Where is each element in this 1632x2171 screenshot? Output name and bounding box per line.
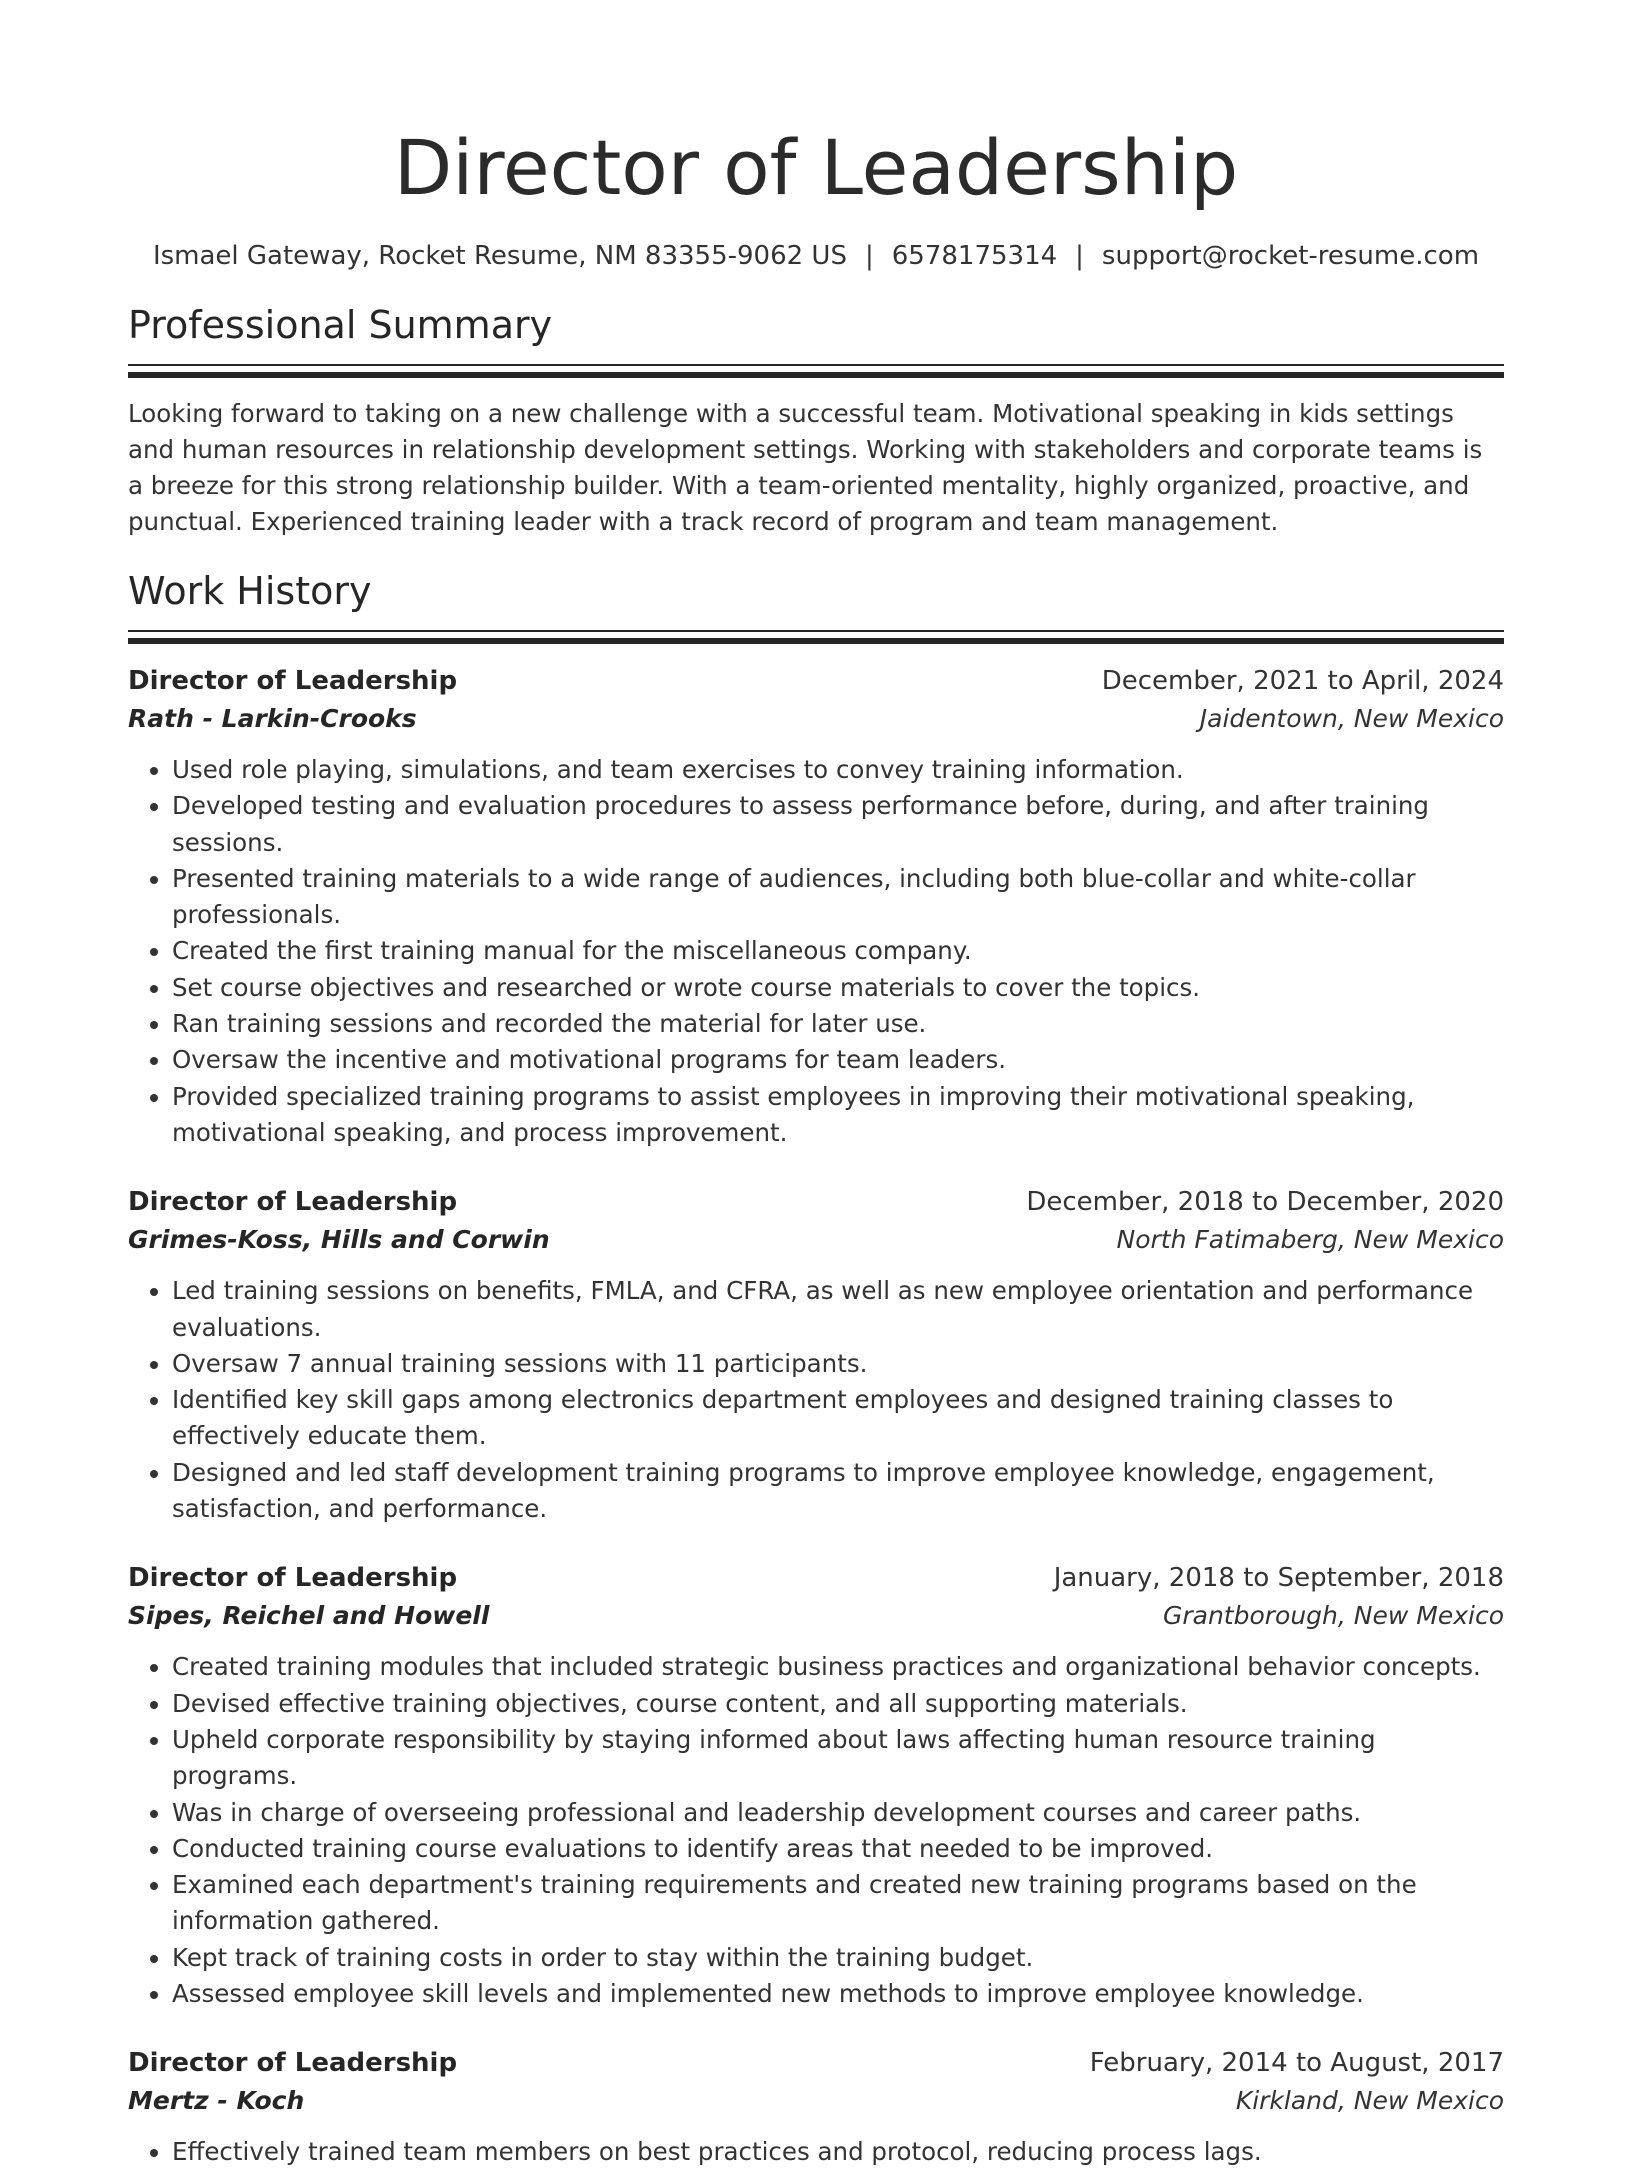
job-entry <box>128 1559 1504 2012</box>
job-company: Mertz - Koch <box>128 2086 305 2116</box>
job-bullet: • Examined each department's training requirements and created new training programs based on the information gathered. <box>172 1867 1504 1940</box>
job-dates: February, 2014 to August, 2017 <box>1089 2048 1504 2079</box>
summary-heading: Professional Summary <box>128 303 553 347</box>
contact-separator: | <box>864 241 874 271</box>
job-entry <box>128 2044 1504 2170</box>
section-divider <box>128 364 1504 378</box>
resume-title: Director of Leadership <box>393 123 1239 212</box>
job-bullet: • Led training sessions on benefits, FMLA, and CFRA, as well as new employee orientation and performance evaluations. <box>172 1273 1504 1346</box>
job-bullet: • Kept track of training costs in order to stay within the training budget. <box>172 1940 1504 1976</box>
contact-address: Ismael Gateway, Rocket Resume, NM 83355-9062 US <box>152 241 847 271</box>
job-dates: January, 2018 to September, 2018 <box>1053 1563 1504 1594</box>
job-location: Grantborough, New Mexico <box>1162 1601 1504 1631</box>
job-title: Director of Leadership <box>128 1563 458 1594</box>
job-bullet: • Designed and led staff development training programs to improve employee knowledge, engagement, satisfaction, and performance. <box>172 1455 1504 1528</box>
job-bullet: • Set course objectives and researched or wrote course materials to cover the topics. <box>172 970 1504 1006</box>
job-bullets <box>128 1649 1504 2012</box>
job-dates: December, 2018 to December, 2020 <box>1026 1187 1504 1218</box>
job-location: Kirkland, New Mexico <box>1235 2086 1504 2116</box>
job-bullet: • Oversaw the incentive and motivational programs for team leaders. <box>172 1042 1504 1078</box>
contact-separator: | <box>1075 241 1084 271</box>
job-entry <box>128 662 1504 1151</box>
job-bullet: • Ran training sessions and recorded the material for later use. <box>172 1006 1504 1042</box>
job-bullet: • Devised effective training objectives, course content, and all supporting materials. <box>172 1686 1504 1722</box>
job-bullets <box>128 1273 1504 1527</box>
job-bullet: • Created training modules that included strategic business practices and organizational behavior concepts. <box>172 1649 1504 1685</box>
job-bullet: • Developed testing and evaluation procedures to assess performance before, during, and after training sessions. <box>172 788 1504 861</box>
work-history-section <box>128 566 1504 2171</box>
job-dates: December, 2021 to April, 2024 <box>1101 666 1504 696</box>
summary-text: Looking forward to taking on a new challenge with a successful team. Motivational speaking in kids settings and human resources in relationship development settings. Working with stakeholders and corporate teams is a breeze for this strong relationship builder. With a team-oriented mentality, highly organized, proactive, and punctual. Experienced training leader with a track record of program and team management. <box>128 399 1483 536</box>
job-bullet: • Assessed employee skill levels and implemented new methods to improve employee knowledge. <box>172 1976 1504 2012</box>
contact-phone: 6578175314 <box>891 241 1058 271</box>
job-bullet: • Oversaw 7 annual training sessions with 11 participants. <box>172 1346 1504 1382</box>
section-divider <box>128 630 1504 644</box>
job-bullets <box>128 752 1504 1151</box>
job-company: Rath - Larkin-Crooks <box>128 704 417 733</box>
summary-section <box>128 300 1504 540</box>
job-bullet: • Provided specialized training programs to assist employees in improving their motivational speaking, motivational speaking, and process improvement. <box>172 1079 1504 1152</box>
contact-email: support@rocket-resume.com <box>1101 241 1480 271</box>
job-location: Jaidentown, New Mexico <box>1199 704 1504 733</box>
job-bullet: • Was in charge of overseeing professional and leadership development courses and career paths. <box>172 1795 1504 1831</box>
job-title: Director of Leadership <box>128 2048 458 2079</box>
job-bullet: • Created the first training manual for the miscellaneous company. <box>172 933 1504 969</box>
job-bullets <box>128 2134 1504 2170</box>
job-title: Director of Leadership <box>128 666 458 696</box>
job-location: North Fatimaberg, New Mexico <box>1116 1225 1504 1255</box>
job-bullet: • Conducted training course evaluations to identify areas that needed to be improved. <box>172 1831 1504 1867</box>
job-bullet: • Effectively trained team members on best practices and protocol, reducing process lags. <box>172 2134 1504 2170</box>
job-bullet: • Upheld corporate responsibility by staying informed about laws affecting human resource training programs. <box>172 1722 1504 1795</box>
work-history-heading: Work History <box>128 569 372 613</box>
job-bullet: • Identified key skill gaps among electronics department employees and designed training classes to effectively educate them. <box>172 1382 1504 1455</box>
job-bullet: • Used role playing, simulations, and team exercises to convey training information. <box>172 752 1504 788</box>
job-title: Director of Leadership <box>128 1187 458 1218</box>
job-company: Grimes-Koss, Hills and Corwin <box>128 1225 550 1255</box>
job-bullet: • Presented training materials to a wide range of audiences, including both blue-collar and white-collar professionals. <box>172 861 1504 934</box>
contact-line <box>128 236 1504 276</box>
job-entry <box>128 1183 1504 1527</box>
job-company: Sipes, Reichel and Howell <box>128 1601 490 1631</box>
